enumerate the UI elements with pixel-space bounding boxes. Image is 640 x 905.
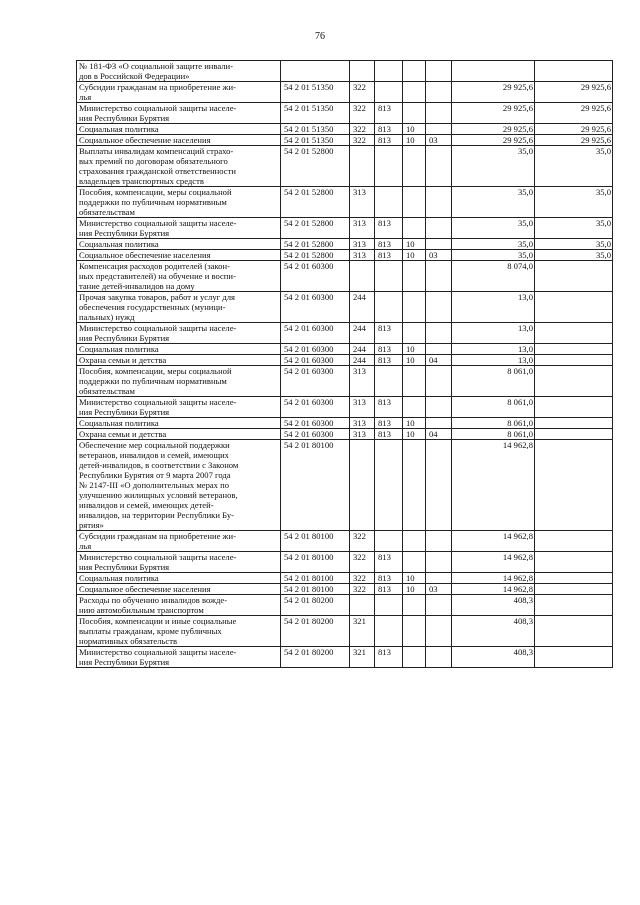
row-subsection-cell: 03	[426, 135, 452, 146]
row-section-cell	[403, 616, 426, 647]
row-subsection-cell	[426, 218, 452, 239]
row-subsection-cell: 03	[426, 250, 452, 261]
row-section-cell: 10	[403, 573, 426, 584]
row-subsection-cell	[426, 82, 452, 103]
row-administrator-cell: 813	[375, 647, 403, 668]
row-target-article-cell: 54 2 01 80200	[281, 647, 350, 668]
row-section-cell	[403, 292, 426, 323]
row-sum-2-cell	[535, 552, 613, 573]
row-sum-2-cell	[535, 440, 613, 531]
row-section-cell: 10	[403, 250, 426, 261]
row-administrator-cell	[375, 292, 403, 323]
row-subsection-cell	[426, 366, 452, 397]
row-section-cell	[403, 103, 426, 124]
row-expense-type-cell: 313	[350, 397, 375, 418]
row-sum-2-cell: 35,0	[535, 239, 613, 250]
row-target-article-cell: 54 2 01 51350	[281, 135, 350, 146]
row-expense-type-cell	[350, 61, 375, 82]
row-administrator-cell: 813	[375, 418, 403, 429]
row-name-cell: Прочая закупка товаров, работ и услуг для обеспечения государственных (муници- пальных) нужд	[77, 292, 281, 323]
row-sum-2-cell: 29 925,6	[535, 103, 613, 124]
table-row	[77, 187, 613, 218]
row-name-cell: Министерство социальной защиты населе- ния Республики Бурятия	[77, 397, 281, 418]
row-subsection-cell	[426, 292, 452, 323]
row-target-article-cell: 54 2 01 51350	[281, 124, 350, 135]
row-name-cell: Социальное обеспечение населения	[77, 135, 281, 146]
table-row	[77, 552, 613, 573]
row-expense-type-cell: 322	[350, 135, 375, 146]
row-expense-type-cell: 244	[350, 292, 375, 323]
row-target-article-cell: 54 2 01 60300	[281, 397, 350, 418]
row-section-cell	[403, 440, 426, 531]
row-name-cell: Обеспечение мер социальной поддержки ветеранов, инвалидов и семей, имеющих детей-инвалидов, в соответствии с Законом Республики Бурятия от 9 марта 2007 года № 2147-III «О дополнительных мерах по улучшению жилищных условий ветеранов, инвалидов и семей, имеющих детей- инвалидов, на территории Республики Бу- рятия»	[77, 440, 281, 531]
row-administrator-cell	[375, 595, 403, 616]
table-row	[77, 103, 613, 124]
row-sum-1-cell: 35,0	[452, 218, 535, 239]
row-sum-2-cell: 35,0	[535, 218, 613, 239]
row-sum-1-cell: 14 962,8	[452, 440, 535, 531]
row-administrator-cell: 813	[375, 355, 403, 366]
row-sum-1-cell: 29 925,6	[452, 82, 535, 103]
table-row	[77, 239, 613, 250]
row-subsection-cell	[426, 531, 452, 552]
row-subsection-cell	[426, 187, 452, 218]
row-expense-type-cell: 321	[350, 616, 375, 647]
row-subsection-cell	[426, 323, 452, 344]
row-name-cell: Выплаты инвалидам компенсаций страхо- вых премий по договорам обязательного страхования гражданской ответственности владельцев транспортных средств	[77, 146, 281, 187]
row-expense-type-cell: 313	[350, 250, 375, 261]
row-sum-2-cell	[535, 344, 613, 355]
row-administrator-cell: 813	[375, 552, 403, 573]
row-target-article-cell: 54 2 01 52800	[281, 187, 350, 218]
row-expense-type-cell	[350, 146, 375, 187]
table-row	[77, 531, 613, 552]
row-target-article-cell: 54 2 01 52800	[281, 218, 350, 239]
budget-table	[76, 60, 613, 668]
row-name-cell: Социальное обеспечение населения	[77, 250, 281, 261]
row-administrator-cell: 813	[375, 124, 403, 135]
row-name-cell: Министерство социальной защиты населе- ния Республики Бурятия	[77, 552, 281, 573]
row-section-cell	[403, 552, 426, 573]
table-row	[77, 418, 613, 429]
table-row	[77, 261, 613, 292]
row-expense-type-cell: 313	[350, 218, 375, 239]
row-section-cell	[403, 187, 426, 218]
row-sum-1-cell: 8 061,0	[452, 429, 535, 440]
row-section-cell	[403, 397, 426, 418]
row-sum-2-cell: 35,0	[535, 146, 613, 187]
row-expense-type-cell: 313	[350, 418, 375, 429]
row-administrator-cell: 813	[375, 135, 403, 146]
row-administrator-cell	[375, 82, 403, 103]
row-expense-type-cell: 313	[350, 239, 375, 250]
row-administrator-cell: 813	[375, 323, 403, 344]
table-row	[77, 573, 613, 584]
row-name-cell: Министерство социальной защиты населе- ния Республики Бурятия	[77, 103, 281, 124]
row-section-cell: 10	[403, 135, 426, 146]
table-row	[77, 647, 613, 668]
row-sum-1-cell: 14 962,8	[452, 552, 535, 573]
row-name-cell: Расходы по обучению инвалидов вожде- нию автомобильным транспортом	[77, 595, 281, 616]
row-administrator-cell: 813	[375, 429, 403, 440]
row-section-cell	[403, 61, 426, 82]
row-sum-1-cell: 8 074,0	[452, 261, 535, 292]
row-expense-type-cell: 313	[350, 187, 375, 218]
row-sum-1-cell: 8 061,0	[452, 397, 535, 418]
row-expense-type-cell: 322	[350, 573, 375, 584]
row-section-cell: 10	[403, 418, 426, 429]
table-row	[77, 61, 613, 82]
row-expense-type-cell	[350, 261, 375, 292]
row-section-cell	[403, 146, 426, 187]
row-name-cell: Субсидии гражданам на приобретение жи- лья	[77, 531, 281, 552]
row-expense-type-cell: 244	[350, 323, 375, 344]
row-name-cell: Социальное обеспечение населения	[77, 584, 281, 595]
row-sum-1-cell: 408,3	[452, 616, 535, 647]
row-name-cell: Пособия, компенсации и иные социальные выплаты гражданам, кроме публичных нормативных обязательств	[77, 616, 281, 647]
row-target-article-cell: 54 2 01 60300	[281, 292, 350, 323]
row-sum-1-cell	[452, 61, 535, 82]
row-sum-1-cell: 29 925,6	[452, 124, 535, 135]
row-name-cell: Министерство социальной защиты населе- ния Республики Бурятия	[77, 323, 281, 344]
row-target-article-cell: 54 2 01 51350	[281, 82, 350, 103]
row-name-cell: Социальная политика	[77, 344, 281, 355]
row-sum-1-cell: 8 061,0	[452, 418, 535, 429]
row-sum-2-cell	[535, 323, 613, 344]
table-row	[77, 250, 613, 261]
row-subsection-cell	[426, 647, 452, 668]
table-row	[77, 124, 613, 135]
row-name-cell: Социальная политика	[77, 239, 281, 250]
row-section-cell	[403, 261, 426, 292]
row-sum-1-cell: 35,0	[452, 250, 535, 261]
row-name-cell: Пособия, компенсации, меры социальной поддержки по публичным нормативным обязательствам	[77, 366, 281, 397]
row-target-article-cell: 54 2 01 52800	[281, 239, 350, 250]
row-sum-2-cell	[535, 292, 613, 323]
row-sum-1-cell: 14 962,8	[452, 584, 535, 595]
row-name-cell: Компенсация расходов родителей (закон- ных представителей) на обучение и воспи- тание детей-инвалидов на дому	[77, 261, 281, 292]
row-name-cell: Министерство социальной защиты населе- ния Республики Бурятия	[77, 218, 281, 239]
table-row	[77, 595, 613, 616]
row-sum-2-cell	[535, 616, 613, 647]
row-expense-type-cell	[350, 440, 375, 531]
row-name-cell: Субсидии гражданам на приобретение жи- лья	[77, 82, 281, 103]
row-administrator-cell: 813	[375, 344, 403, 355]
row-target-article-cell	[281, 61, 350, 82]
row-sum-2-cell: 29 925,6	[535, 124, 613, 135]
row-subsection-cell	[426, 61, 452, 82]
row-sum-2-cell	[535, 531, 613, 552]
row-expense-type-cell: 313	[350, 429, 375, 440]
row-section-cell	[403, 82, 426, 103]
row-target-article-cell: 54 2 01 60300	[281, 366, 350, 397]
row-target-article-cell: 54 2 01 60300	[281, 261, 350, 292]
row-target-article-cell: 54 2 01 60300	[281, 323, 350, 344]
row-sum-1-cell: 35,0	[452, 146, 535, 187]
row-subsection-cell	[426, 261, 452, 292]
row-sum-1-cell: 13,0	[452, 323, 535, 344]
row-subsection-cell: 03	[426, 584, 452, 595]
row-sum-2-cell: 29 925,6	[535, 82, 613, 103]
row-target-article-cell: 54 2 01 80100	[281, 584, 350, 595]
row-section-cell	[403, 218, 426, 239]
row-expense-type-cell: 321	[350, 647, 375, 668]
row-sum-2-cell: 35,0	[535, 187, 613, 218]
row-sum-2-cell	[535, 397, 613, 418]
table-row	[77, 616, 613, 647]
row-target-article-cell: 54 2 01 80100	[281, 573, 350, 584]
row-expense-type-cell: 322	[350, 584, 375, 595]
row-administrator-cell: 813	[375, 218, 403, 239]
row-administrator-cell: 813	[375, 239, 403, 250]
row-sum-2-cell: 35,0	[535, 250, 613, 261]
table-row	[77, 82, 613, 103]
table-row	[77, 323, 613, 344]
row-expense-type-cell: 313	[350, 366, 375, 397]
row-administrator-cell	[375, 531, 403, 552]
row-section-cell: 10	[403, 239, 426, 250]
table-row	[77, 397, 613, 418]
row-expense-type-cell: 322	[350, 124, 375, 135]
row-target-article-cell: 54 2 01 60300	[281, 355, 350, 366]
row-administrator-cell	[375, 146, 403, 187]
budget-table-body	[77, 61, 613, 668]
row-target-article-cell: 54 2 01 80100	[281, 552, 350, 573]
row-name-cell: Социальная политика	[77, 124, 281, 135]
row-administrator-cell	[375, 616, 403, 647]
row-sum-1-cell: 35,0	[452, 239, 535, 250]
row-section-cell	[403, 647, 426, 668]
row-sum-1-cell: 29 925,6	[452, 103, 535, 124]
row-administrator-cell: 813	[375, 573, 403, 584]
row-name-cell: Охрана семьи и детства	[77, 429, 281, 440]
row-name-cell: Социальная политика	[77, 573, 281, 584]
row-subsection-cell	[426, 239, 452, 250]
row-subsection-cell	[426, 124, 452, 135]
row-section-cell	[403, 366, 426, 397]
row-subsection-cell	[426, 397, 452, 418]
row-section-cell	[403, 531, 426, 552]
row-section-cell	[403, 595, 426, 616]
row-subsection-cell	[426, 146, 452, 187]
row-section-cell	[403, 323, 426, 344]
row-target-article-cell: 54 2 01 80200	[281, 595, 350, 616]
row-sum-2-cell: 29 925,6	[535, 135, 613, 146]
row-sum-1-cell: 35,0	[452, 187, 535, 218]
row-target-article-cell: 54 2 01 60300	[281, 429, 350, 440]
row-expense-type-cell: 244	[350, 355, 375, 366]
row-expense-type-cell: 322	[350, 82, 375, 103]
row-expense-type-cell: 322	[350, 531, 375, 552]
row-administrator-cell: 813	[375, 584, 403, 595]
row-expense-type-cell: 244	[350, 344, 375, 355]
row-target-article-cell: 54 2 01 60300	[281, 418, 350, 429]
row-target-article-cell: 54 2 01 52800	[281, 250, 350, 261]
row-sum-1-cell: 408,3	[452, 595, 535, 616]
row-subsection-cell	[426, 616, 452, 647]
row-administrator-cell	[375, 261, 403, 292]
row-subsection-cell	[426, 440, 452, 531]
page-number: 76	[315, 31, 325, 42]
row-sum-1-cell: 14 962,8	[452, 573, 535, 584]
row-subsection-cell	[426, 103, 452, 124]
row-name-cell: Социальная политика	[77, 418, 281, 429]
row-target-article-cell: 54 2 01 52800	[281, 146, 350, 187]
row-sum-2-cell	[535, 595, 613, 616]
row-subsection-cell	[426, 418, 452, 429]
row-expense-type-cell: 322	[350, 103, 375, 124]
row-name-cell: Охрана семьи и детства	[77, 355, 281, 366]
table-row	[77, 146, 613, 187]
row-name-cell: № 181-ФЗ «О социальной защите инвали- дов в Российской Федерации»	[77, 61, 281, 82]
row-subsection-cell	[426, 573, 452, 584]
row-subsection-cell	[426, 344, 452, 355]
table-row	[77, 355, 613, 366]
row-administrator-cell	[375, 440, 403, 531]
row-administrator-cell: 813	[375, 397, 403, 418]
row-sum-1-cell: 13,0	[452, 355, 535, 366]
row-sum-2-cell	[535, 584, 613, 595]
row-target-article-cell: 54 2 01 80200	[281, 616, 350, 647]
row-name-cell: Министерство социальной защиты населе- ния Республики Бурятия	[77, 647, 281, 668]
table-row	[77, 440, 613, 531]
row-administrator-cell: 813	[375, 250, 403, 261]
row-target-article-cell: 54 2 01 51350	[281, 103, 350, 124]
row-sum-2-cell	[535, 418, 613, 429]
table-row	[77, 366, 613, 397]
row-sum-1-cell: 8 061,0	[452, 366, 535, 397]
row-expense-type-cell	[350, 595, 375, 616]
row-sum-2-cell	[535, 647, 613, 668]
row-name-cell: Пособия, компенсации, меры социальной поддержки по публичным нормативным обязательствам	[77, 187, 281, 218]
row-section-cell: 10	[403, 344, 426, 355]
row-subsection-cell	[426, 595, 452, 616]
row-sum-1-cell: 13,0	[452, 292, 535, 323]
row-target-article-cell: 54 2 01 80100	[281, 440, 350, 531]
row-sum-2-cell	[535, 366, 613, 397]
row-sum-2-cell	[535, 61, 613, 82]
row-section-cell: 10	[403, 584, 426, 595]
row-target-article-cell: 54 2 01 60300	[281, 344, 350, 355]
row-administrator-cell	[375, 187, 403, 218]
table-row	[77, 429, 613, 440]
row-sum-1-cell: 29 925,6	[452, 135, 535, 146]
row-section-cell: 10	[403, 429, 426, 440]
row-administrator-cell	[375, 61, 403, 82]
row-administrator-cell	[375, 366, 403, 397]
row-sum-1-cell: 408,3	[452, 647, 535, 668]
row-section-cell: 10	[403, 355, 426, 366]
table-row	[77, 135, 613, 146]
row-expense-type-cell: 322	[350, 552, 375, 573]
row-sum-2-cell	[535, 573, 613, 584]
row-subsection-cell: 04	[426, 429, 452, 440]
row-sum-1-cell: 14 962,8	[452, 531, 535, 552]
table-row	[77, 344, 613, 355]
table-row	[77, 218, 613, 239]
table-row	[77, 292, 613, 323]
row-subsection-cell: 04	[426, 355, 452, 366]
row-sum-1-cell: 13,0	[452, 344, 535, 355]
row-subsection-cell	[426, 552, 452, 573]
row-sum-2-cell	[535, 355, 613, 366]
row-sum-2-cell	[535, 429, 613, 440]
row-section-cell: 10	[403, 124, 426, 135]
table-row	[77, 584, 613, 595]
row-target-article-cell: 54 2 01 80100	[281, 531, 350, 552]
row-administrator-cell: 813	[375, 103, 403, 124]
row-sum-2-cell	[535, 261, 613, 292]
